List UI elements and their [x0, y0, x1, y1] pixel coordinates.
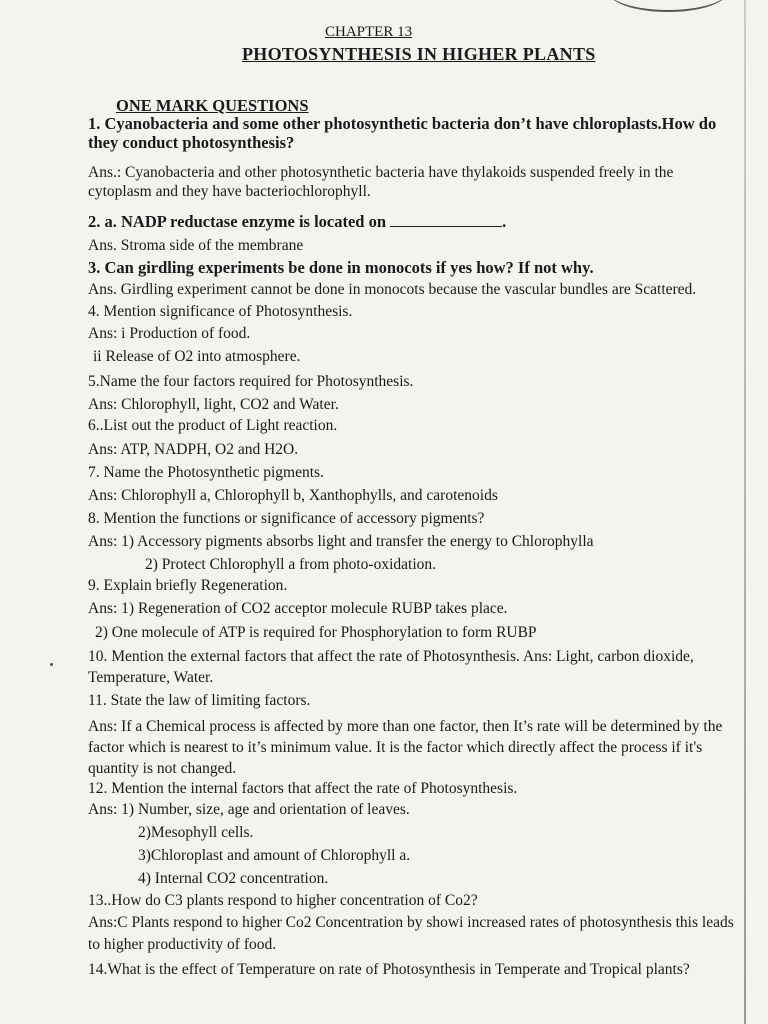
- chapter-heading: CHAPTER 13: [325, 24, 413, 40]
- text-line: 2. a. NADP reductase enzyme is located on .: [88, 212, 507, 231]
- text-line: [93, 347, 300, 367]
- text-line: [88, 114, 716, 134]
- text-line-content: Ans. Girdling experiment cannot be done in monocots because the vascular bundles are Scattered.: [88, 281, 697, 298]
- text-line: [88, 182, 371, 202]
- text-line-content: factor which is nearest to it’s minimum value. It is the factor which directly affect the process if it's: [88, 739, 703, 756]
- text-line: [95, 623, 537, 643]
- text-line: [88, 599, 508, 619]
- text-line: [88, 759, 236, 779]
- text-line-content: Ans: Chlorophyll, light, CO2 and Water.: [88, 396, 339, 413]
- page-edge-shadow: [744, 0, 746, 1024]
- text-line: [88, 324, 250, 344]
- section-heading: ONE MARK QUESTIONS: [116, 96, 309, 115]
- text-line: [88, 163, 673, 183]
- text-line: [88, 440, 298, 460]
- text-line: [88, 258, 594, 278]
- text-line-content: Ans: If a Chemical process is affected by more than one factor, then It’s rate will be determined by the: [88, 718, 723, 735]
- text-line: [88, 913, 734, 933]
- text-line-content: cytoplasm and they have bacteriochlorophyll.: [88, 183, 371, 200]
- text-line-content: to higher productivity of food.: [88, 936, 277, 953]
- text-line: [88, 717, 722, 737]
- text-line: [88, 960, 690, 980]
- text-line-content: 2) One molecule of ATP is required for Phosphorylation to form RUBP: [95, 624, 537, 641]
- text-line: [88, 668, 213, 688]
- text-line-content: Ans. Stroma side of the membrane: [88, 237, 304, 254]
- text-line: [88, 800, 410, 820]
- text-line: [88, 647, 694, 667]
- text-line-content: Ans: ATP, NADPH, O2 and H2O.: [88, 441, 299, 458]
- text-line-content: Ans:C Plants respond to higher Co2 Concentration by showi increased rates of photosynthesis this leads: [88, 914, 734, 931]
- text-line: [138, 869, 328, 889]
- text-line-content: quantity is not changed.: [88, 760, 237, 777]
- page-title: PHOTOSYNTHESIS IN HIGHER PLANTS: [242, 44, 596, 64]
- text-line-content: 8. Mention the functions or significance of accessory pigments?: [88, 510, 485, 527]
- text-line: [88, 395, 339, 415]
- text-line: [88, 891, 478, 911]
- text-line: [88, 576, 287, 596]
- text-line: [88, 509, 484, 529]
- text-line: [145, 555, 436, 575]
- stray-mark: [50, 663, 53, 666]
- text-line-content: 10. Mention the external factors that affect the rate of Photosynthesis. Ans: Light, carbon dioxide,: [88, 648, 694, 665]
- text-line-content: 3. Can girdling experiments be done in monocots if yes how? If not why.: [88, 258, 594, 277]
- text-line-content: Ans.: Cyanobacteria and other photosynthetic bacteria have thylakoids suspended freely in the: [88, 164, 674, 181]
- fill-in-blank: [390, 214, 502, 227]
- text-line-content: 3)Chloroplast and amount of Chlorophyll a.: [138, 847, 411, 864]
- text-line: [138, 823, 253, 843]
- text-line-content: 4) Internal CO2 concentration.: [138, 870, 329, 887]
- text-line: [88, 463, 324, 483]
- text-line-content: 5.Name the four factors required for Photosynthesis.: [88, 373, 414, 390]
- text-line: [88, 738, 702, 758]
- text-line: [88, 486, 498, 506]
- text-line: [88, 691, 310, 711]
- text-line-content: 4. Mention significance of Photosynthesis.: [88, 303, 353, 320]
- text-line-content: 6..List out the product of Light reaction.: [88, 417, 338, 434]
- text-line-content: 2)Mesophyll cells.: [138, 824, 254, 841]
- text-line-content: Ans: 1) Number, size, age and orientation of leaves.: [88, 801, 410, 818]
- text-line: [88, 280, 696, 300]
- text-line-content: 2) Protect Chlorophyll a from photo-oxidation.: [145, 556, 437, 573]
- text-line: [138, 846, 410, 866]
- text-line-content: Ans: i Production of food.: [88, 325, 251, 342]
- text-line-content: ii Release of O2 into atmosphere.: [93, 348, 301, 365]
- text-line: [88, 416, 337, 436]
- text-line: [88, 133, 294, 153]
- text-line-content: Ans: 1) Regeneration of CO2 acceptor molecule RUBP takes place.: [88, 600, 508, 617]
- text-line: [88, 302, 352, 322]
- text-line-content: Ans: 1) Accessory pigments absorbs light and transfer the energy to Chlorophylla: [88, 533, 594, 550]
- text-line-content: 14.What is the effect of Temperature on rate of Photosynthesis in Temperate and Tropical plants?: [88, 961, 690, 978]
- text-line: [88, 935, 276, 955]
- text-line-content: Temperature, Water.: [88, 669, 214, 686]
- page-corner-mark: [608, 0, 728, 12]
- text-line-content: 9. Explain briefly Regeneration.: [88, 577, 288, 594]
- text-line-content: 13..How do C3 plants respond to higher concentration of Co2?: [88, 892, 478, 909]
- text-line-content: Ans: Chlorophyll a, Chlorophyll b, Xanthophylls, and carotenoids: [88, 487, 498, 504]
- text-line-content: 7. Name the Photosynthetic pigments.: [88, 464, 324, 481]
- text-line: [88, 372, 413, 392]
- text-line-content: they conduct photosynthesis?: [88, 133, 295, 152]
- text-line-content: 2. a. NADP reductase enzyme is located on: [88, 212, 387, 231]
- text-line-content: 11. State the law of limiting factors.: [88, 692, 311, 709]
- text-line-content: 1. Cyanobacteria and some other photosynthetic bacteria don’t have chloroplasts.How do: [88, 114, 717, 133]
- text-line: [88, 779, 517, 799]
- text-line: [88, 532, 594, 552]
- text-line: [88, 236, 303, 256]
- text-line-content: 12. Mention the internal factors that affect the rate of Photosynthesis.: [88, 780, 518, 797]
